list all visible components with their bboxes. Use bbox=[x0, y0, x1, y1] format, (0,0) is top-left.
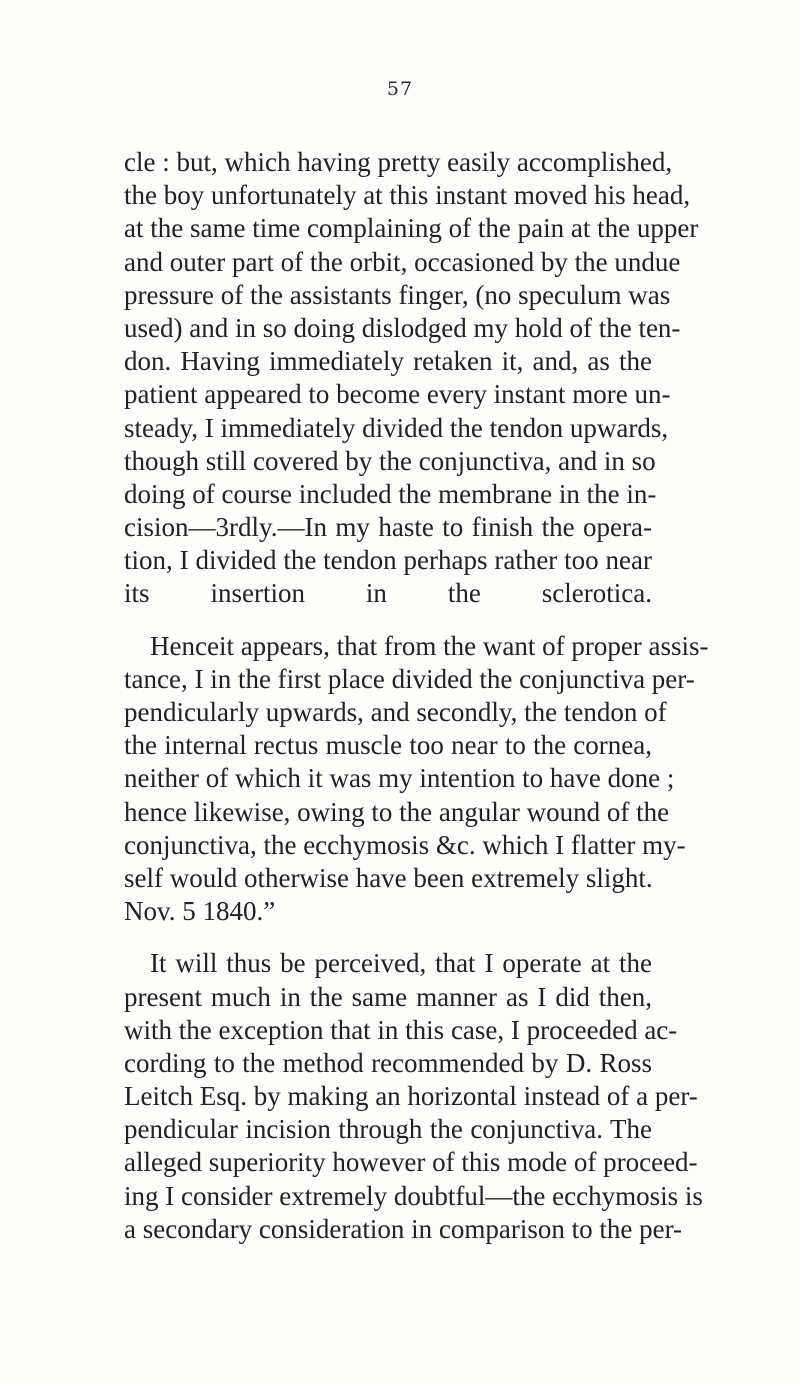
text-line: Nov. 5 1840.” bbox=[124, 896, 276, 927]
text-line: steady, I immediately divided the tendon upwards, bbox=[124, 412, 669, 443]
text-line: with the exception that in this case, I proceeded ac- bbox=[124, 1014, 678, 1045]
paragraph-gap bbox=[124, 611, 652, 630]
text-line: neither of which it was my intention to have done ; bbox=[124, 763, 675, 794]
paragraph bbox=[124, 947, 703, 1246]
text-line: used) and in so doing dislodged my hold of the ten- bbox=[124, 312, 681, 343]
text-line: It will thus be perceived, that I operate at the bbox=[150, 948, 652, 979]
text-line: though still covered by the conjunctiva, and in so bbox=[124, 445, 656, 476]
text-line: patient appeared to become every instant more un- bbox=[124, 379, 671, 410]
paragraph bbox=[124, 630, 709, 929]
paragraph-gap bbox=[124, 928, 652, 947]
paragraph bbox=[124, 146, 699, 611]
text-line: present much in the same manner as I did then, bbox=[124, 981, 652, 1012]
text-line: pressure of the assistants finger, (no speculum was bbox=[124, 279, 671, 310]
text-line: alleged superiority however of this mode of proceed- bbox=[124, 1147, 698, 1178]
body-text bbox=[124, 146, 709, 1246]
text-line: the internal rectus muscle too near to the cornea, bbox=[124, 730, 652, 761]
text-line: hence likewise, owing to the angular wound of the bbox=[124, 796, 670, 827]
text-line: doing of course included the membrane in the in- bbox=[124, 478, 657, 509]
text-line: Leitch Esq. by making an horizontal instead of a per- bbox=[124, 1081, 698, 1112]
text-line: cision—3rdly.—In my haste to finish the opera- bbox=[124, 512, 652, 543]
text-line: tance, I in the first place divided the conjunctiva per- bbox=[124, 663, 695, 694]
text-line: conjunctiva, the ecchymosis &c. which I flatter my- bbox=[124, 829, 686, 860]
text-line: the boy unfortunately at this instant moved his head, bbox=[124, 180, 691, 211]
text-line: cording to the method recommended by D. Ross bbox=[124, 1047, 652, 1078]
page-number: 57 bbox=[386, 78, 414, 100]
text-line: and outer part of the orbit, occasioned by the undue bbox=[124, 246, 681, 277]
text-line: tion, I divided the tendon perhaps rather too near bbox=[124, 545, 652, 576]
text-line: a secondary consideration in comparison to the per- bbox=[124, 1213, 683, 1244]
text-line: pendicular incision through the conjunctiva. The bbox=[124, 1114, 652, 1145]
text-line: Henceit appears, that from the want of proper assis- bbox=[150, 630, 709, 661]
text-line: ing I consider extremely doubtful—the ecchymosis is bbox=[124, 1180, 703, 1211]
text-line: self would otherwise have been extremely slight. bbox=[124, 862, 653, 893]
text-line: cle : but, which having pretty easily accomplished, bbox=[124, 147, 673, 177]
text-line: don. Having immediately retaken it, and, as the bbox=[124, 346, 652, 377]
text-line: pendicularly upwards, and secondly, the tendon of bbox=[124, 697, 667, 727]
text-line: its insertion in the sclerotica. bbox=[124, 578, 652, 609]
text-line: at the same time complaining of the pain at the upper bbox=[124, 213, 699, 244]
